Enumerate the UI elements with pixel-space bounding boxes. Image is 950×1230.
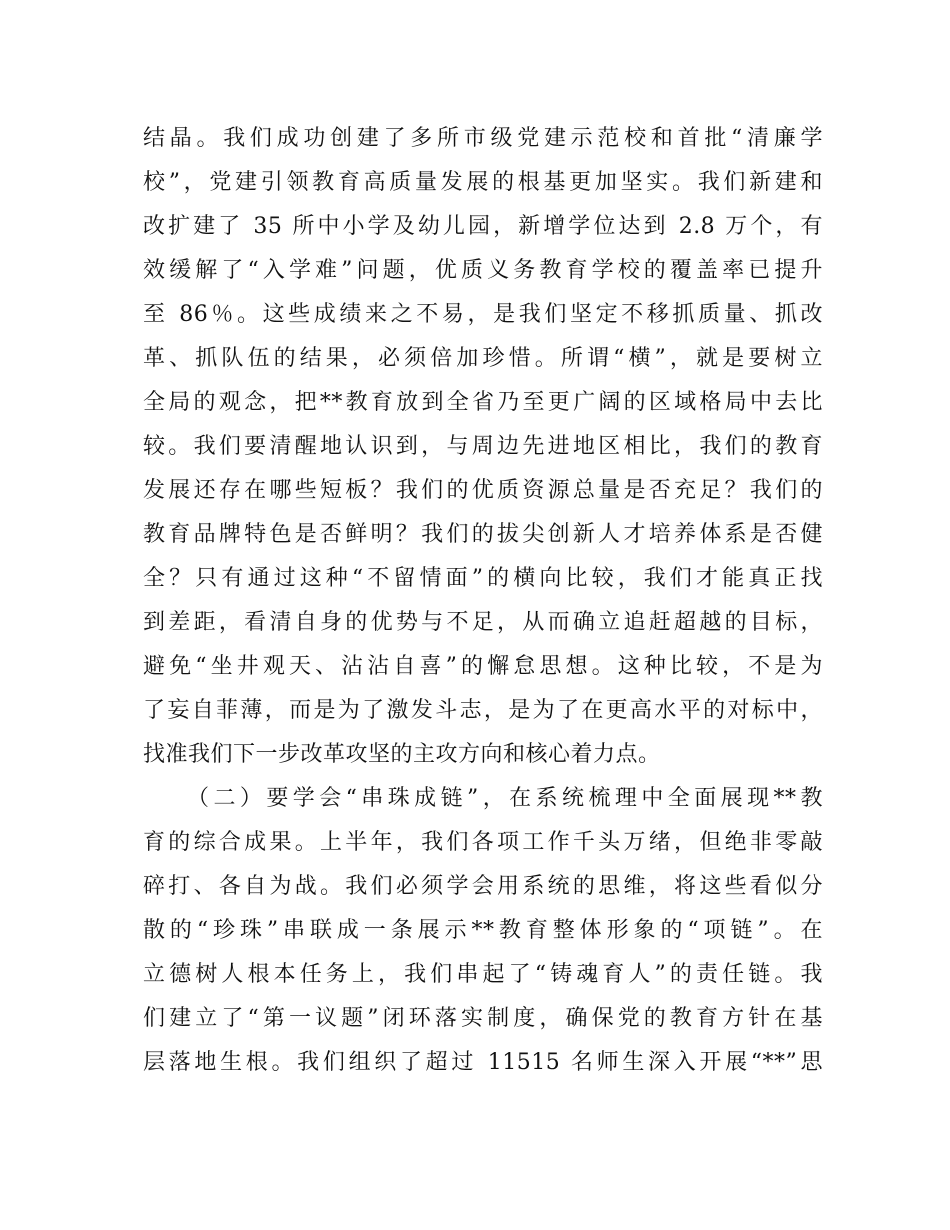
paragraph-1-line-10: 教育品牌特色是否鲜明？我们的拔尖创新人才培养体系是否健 [143, 522, 823, 547]
paragraph-2-line-7: 层落地生根。我们组织了超过 11515 名师生深入开展“**”思 [143, 1050, 823, 1075]
paragraph-1-line-14: 了妄自菲薄，而是为了激发斗志，是为了在更高水平的对标中， [143, 698, 823, 723]
paragraph-1-line-13: 避免“坐井观天、沾沾自喜”的懈怠思想。这种比较，不是为 [143, 654, 823, 679]
paragraph-1-line-7: 全局的观念，把**教育放到全省乃至更广阔的区域格局中去比 [143, 390, 823, 415]
paragraph-1-line-6: 革、抓队伍的结果，必须倍加珍惜。所谓“横”，就是要树立 [143, 346, 823, 371]
paragraph-1-line-11: 全？只有通过这种“不留情面”的横向比较，我们才能真正找 [143, 566, 823, 591]
paragraph-1-line-8: 较。我们要清醒地认识到，与周边先进地区相比，我们的教育 [143, 434, 823, 459]
paragraph-2-line-3: 碎打、各自为战。我们必须学会用系统的思维，将这些看似分 [143, 874, 823, 899]
paragraph-1-line-9: 发展还存在哪些短板？我们的优质资源总量是否充足？我们的 [143, 478, 823, 503]
paragraph-1-line-12: 到差距，看清自身的优势与不足，从而确立追赶超越的目标， [143, 610, 823, 635]
paragraph-2-line-1: （二）要学会“串珠成链”，在系统梳理中全面展现**教 [187, 786, 823, 811]
paragraph-1-line-4: 效缓解了“入学难”问题，优质义务教育学校的覆盖率已提升 [143, 258, 823, 283]
paragraph-1-line-3: 改扩建了 35 所中小学及幼儿园，新增学位达到 2.8 万个，有 [143, 214, 823, 239]
paragraph-1-line-5: 至 86％。这些成绩来之不易，是我们坚定不移抓质量、抓改 [143, 302, 823, 327]
paragraph-2-line-6: 们建立了“第一议题”闭环落实制度，确保党的教育方针在基 [143, 1006, 823, 1031]
paragraph-2-line-4: 散的“珍珠”串联成一条展示**教育整体形象的“项链”。在 [143, 918, 823, 943]
paragraph-1-line-1: 结晶。我们成功创建了多所市级党建示范校和首批“清廉学 [143, 126, 823, 151]
paragraph-2-line-2: 育的综合成果。上半年，我们各项工作千头万绪，但绝非零敲 [143, 830, 823, 855]
paragraph-1-line-15: 找准我们下一步改革攻坚的主攻方向和核心着力点。 [143, 742, 661, 767]
paragraph-2-line-5: 立德树人根本任务上，我们串起了“铸魂育人”的责任链。我 [143, 962, 823, 987]
paragraph-1-line-2: 校”，党建引领教育高质量发展的根基更加坚实。我们新建和 [143, 170, 823, 195]
